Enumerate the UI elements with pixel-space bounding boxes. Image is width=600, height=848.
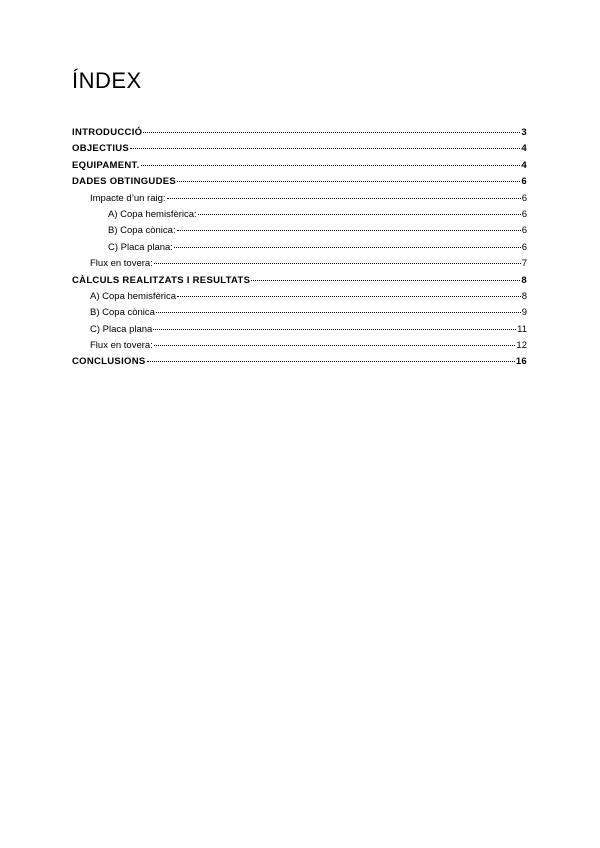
toc-dot-leader <box>154 263 521 264</box>
toc-entry-equipament[interactable] <box>72 160 527 176</box>
toc-page-number: 6 <box>521 225 527 237</box>
toc-entry-conclusions[interactable] <box>72 356 527 372</box>
toc-entry-label: C) Placa plana <box>90 323 153 335</box>
toc-entry-label: Flux en tovera: <box>90 258 153 270</box>
toc-entry-label: EQUIPAMENT. <box>72 159 140 171</box>
toc-entry-label: Flux en tovera: <box>90 340 153 352</box>
toc-dot-leader <box>130 148 520 149</box>
toc-dot-leader <box>177 296 521 297</box>
toc-page-number: 8 <box>521 290 527 302</box>
toc-page-number: 3 <box>521 127 527 138</box>
toc-entry-label: OBJECTIUS <box>72 143 130 155</box>
toc-entry-calc-placa-plana[interactable] <box>72 324 527 340</box>
toc-entry-label: C) Placa plana: <box>108 241 173 253</box>
toc-entry-label: B) Copa cònica: <box>108 225 176 237</box>
toc-page-number: 6 <box>521 192 527 204</box>
toc-entry-placa-plana[interactable] <box>72 242 527 258</box>
toc-entry-label: A) Copa hemisfèrica <box>90 290 177 302</box>
toc-entry-impacte-raig[interactable] <box>72 193 527 209</box>
toc-page-number: 11 <box>517 323 527 335</box>
toc-page-number: 4 <box>521 143 527 155</box>
toc-page-number: 9 <box>521 307 527 319</box>
toc-page-number: 8 <box>521 274 527 286</box>
toc-entry-calc-copa-hemisferica[interactable] <box>72 291 527 307</box>
toc-dot-leader <box>147 361 515 362</box>
toc-entry-flux-tovera[interactable] <box>72 258 527 274</box>
toc-entry-copa-conica[interactable] <box>72 225 527 241</box>
toc-entry-label: Impacte d’un raig: <box>90 192 166 204</box>
toc-entry-introduccio[interactable] <box>72 127 527 143</box>
table-of-contents <box>72 127 527 373</box>
toc-dot-leader <box>153 329 516 330</box>
toc-dot-leader <box>177 230 521 231</box>
toc-page-number: 6 <box>521 241 527 253</box>
toc-dot-leader <box>198 214 521 215</box>
page-title: ÍNDEX <box>72 68 142 93</box>
toc-page-number: 16 <box>515 356 527 368</box>
toc-page-number: 6 <box>521 208 527 220</box>
toc-dot-leader <box>167 198 521 199</box>
toc-dot-leader <box>177 181 520 182</box>
toc-page-number: 4 <box>521 159 527 171</box>
toc-dot-leader <box>154 345 516 346</box>
toc-page-number: 6 <box>521 176 527 188</box>
toc-entry-dades-obtingudes[interactable] <box>72 176 527 192</box>
toc-entry-label: DADES OBTINGUDES <box>72 176 177 188</box>
toc-entry-label: B) Copa cònica <box>90 307 155 319</box>
toc-dot-leader <box>156 312 521 313</box>
toc-page-number: 12 <box>516 340 527 352</box>
toc-dot-leader <box>251 280 520 281</box>
toc-entry-label: CONCLUSIONS <box>72 356 146 368</box>
toc-dot-leader <box>174 247 521 248</box>
toc-dot-leader <box>141 165 521 166</box>
toc-entry-calc-copa-conica[interactable] <box>72 307 527 323</box>
toc-entry-label: CÀLCULS REALITZATS I RESULTATS <box>72 274 251 286</box>
toc-entry-calc-flux-tovera[interactable] <box>72 340 527 356</box>
toc-entry-label: INTRODUCCIÓ <box>72 127 143 138</box>
toc-entry-objectius[interactable] <box>72 143 527 159</box>
toc-dot-leader <box>143 132 520 133</box>
toc-entry-copa-hemisferica[interactable] <box>72 209 527 225</box>
toc-page-number: 7 <box>521 258 527 270</box>
toc-entry-calculs-resultats[interactable] <box>72 275 527 291</box>
toc-entry-label: A) Copa hemisfèrica: <box>108 208 197 220</box>
